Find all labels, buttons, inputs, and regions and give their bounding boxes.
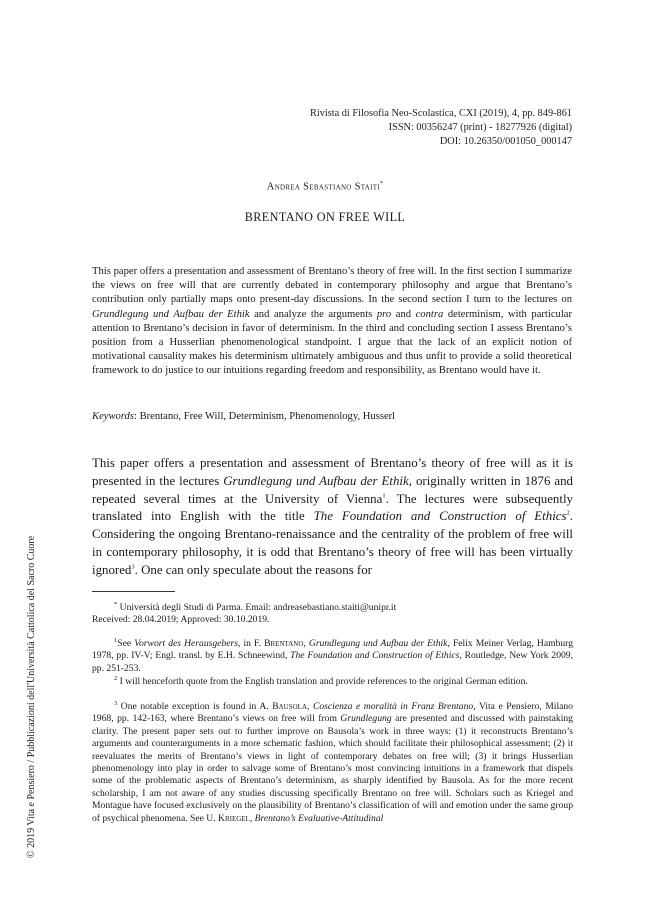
footnote-text: , Felix Meiner Verlag, Hamburg 1978, pp. IV-V; Engl. transl. by E.H. Schneewind, xyxy=(92,638,573,662)
body-text: . The lectures were subsequently translated into English with the title xyxy=(92,491,573,524)
footnote-text: Received: 28.04.2019; Approved: 30.10.2019. xyxy=(92,614,270,626)
footnote-author: Brentano xyxy=(264,638,304,649)
body-text: . One can only speculate about the reasons for xyxy=(134,562,372,577)
footnote-text: I will henceforth quote from the English translation and provide references to the original German edition. xyxy=(117,676,528,687)
abstract-italic: Grundlegung und Aufbau der Ethik xyxy=(92,308,250,320)
footnote-italic: Coscienza e moralità in Franz Brentano xyxy=(312,701,474,712)
abstract-text: This paper offers a presentation and assessment of Brentano’s theory of free will. In the first section I summarize the views on free will that are currently debated in contemporary philosophy and argue that Brentano’s contribution only partially maps onto present-day discussions. In the second section I turn to the lectures on xyxy=(92,266,572,306)
abstract-text: and xyxy=(391,308,416,320)
footnote-text: Università degli Studi di Parma. Email: andreasebastiano.staiti@unipr.it xyxy=(117,602,397,613)
keywords-label: Keywords xyxy=(92,411,134,422)
abstract-italic: contra xyxy=(415,308,444,320)
footnote-1 xyxy=(92,638,573,675)
article-title: BRENTANO ON FREE WILL xyxy=(244,210,406,224)
author-footnote-mark: * xyxy=(379,181,384,187)
footnote-text: One notable exception is found in A. xyxy=(117,701,273,712)
journal-citation: Rivista di Filosofia Neo-Scolastica, CXI (2019), 4, pp. 849-861 xyxy=(310,108,572,119)
footnote-italic: Brentano’s Evaluative-Attitudinal xyxy=(254,812,384,824)
footnote-text: , xyxy=(249,812,255,824)
footnote-3 xyxy=(92,701,573,825)
footnote-ref[interactable]: 2 xyxy=(566,510,570,518)
body-text: This paper offers a presentation and assessment of Brentano’s theory of free will as it is presented in the lectures xyxy=(92,456,573,488)
abstract-italic: pro xyxy=(376,308,392,320)
article-author xyxy=(0,181,650,193)
footnote-text: , xyxy=(307,701,313,712)
keywords-list: : Brentano, Free Will, Determinism, Phenomenology, Husserl xyxy=(133,411,396,422)
author-name: Andrea Sebastiano Staiti xyxy=(266,181,380,193)
author-affiliation-note xyxy=(92,602,573,627)
footnote-ref[interactable]: 1 xyxy=(382,492,386,500)
footnote-ref[interactable]: 3 xyxy=(131,563,135,571)
footnote-text: , in F. xyxy=(237,638,265,649)
footnote-mark: * xyxy=(114,600,118,608)
footnote-italic: Grundlegung und Aufbau der Ethik xyxy=(308,638,448,649)
footnote-text: See xyxy=(117,638,135,649)
footnote-author: Bausola xyxy=(272,701,308,712)
abstract-text: and analyze the arguments xyxy=(249,308,377,320)
journal-header xyxy=(310,107,572,149)
footnote-text: , Vita e Pensiero, Milano 1968, pp. 142-163, where Brentano’s views on free will from xyxy=(92,701,573,725)
footnote-text: , Routledge, New York 2009, pp. 251-253. xyxy=(92,650,573,674)
footnote-mark: 2 xyxy=(114,674,118,682)
abstract xyxy=(92,265,572,379)
footnote-author: Kriegel xyxy=(218,812,250,824)
keywords xyxy=(92,410,572,424)
footnote-text: are presented and discussed with painstaking clarity. The present paper sets out to further improve on Bausola’s work in three ways: (1) it reconstructs Brentano’s arguments and counterarguments in a more schematic fashion, which should facilitate their philosophical assessment; (2) it reevaluates the merits of Brentano’s views in light of contemporary debates on free will; (3) it brings Husserlian phenomenology into play in order to salvage some of Brentano’s most convincing intuitions in a framework that dispels some of the problematic aspects of Brentano’s determinism, as sharply identified by Bausola. As for the more recent scholarship, I am not aware of any studies discussing specifically Brentano on free will. Scholars such as Kriegel and Montague have focused exclusively on the plausibility of Brentano’s classification of will and emotion under the same group of psychical phenomena. See U. xyxy=(92,713,573,824)
footnote-italic: Grundlegung xyxy=(340,713,392,725)
copyright-sidebar: © 2019 Vita e Pensiero / Pubblicazioni dell'Università Cattolica del Sacro Cuore xyxy=(26,535,37,858)
footnote-divider xyxy=(92,591,175,592)
footnote-italic: The Foundation and Construction of Ethics xyxy=(290,650,460,662)
body-text: , originally written in 1876 and repeated several times at the University of Vienna xyxy=(92,473,574,506)
body-italic: The Foundation and Construction of Ethics xyxy=(313,509,567,524)
body-text: . Considering the ongoing Brentano-renaissance and the centrality of the problem of free will in contemporary philosophy, it is odd that Brentano’s theory of free will has been virtually ignored xyxy=(92,509,573,577)
footnote-mark: 3 xyxy=(114,699,118,707)
abstract-text: determinism, with particular attention to Brentano’s decision in favor of determinism. In the third and concluding section I assess Brentano’s position from a Husserlian phenomenological standpoint. I argue that the lack of an explicit notion of motivational causality makes his determinism ultimately ambiguous and thus unfit to provide a solid theoretical framework to do justice to our intuitions regarding freedom and responsibility, as Brentano would have it. xyxy=(92,308,572,377)
body-italic: Grundlegung und Aufbau der Ethik xyxy=(223,473,409,488)
footnote-2 xyxy=(92,676,573,688)
journal-issn: ISSN: 00356247 (print) - 18277926 (digital) xyxy=(388,122,572,133)
journal-doi: DOI: 10.26350/001050_000147 xyxy=(439,136,572,147)
body-paragraph xyxy=(92,455,573,580)
footnote-mark: 1 xyxy=(114,636,118,644)
footnote-italic: Vorwort des Herausgebers xyxy=(134,638,238,649)
footnote-text: , xyxy=(303,638,309,649)
